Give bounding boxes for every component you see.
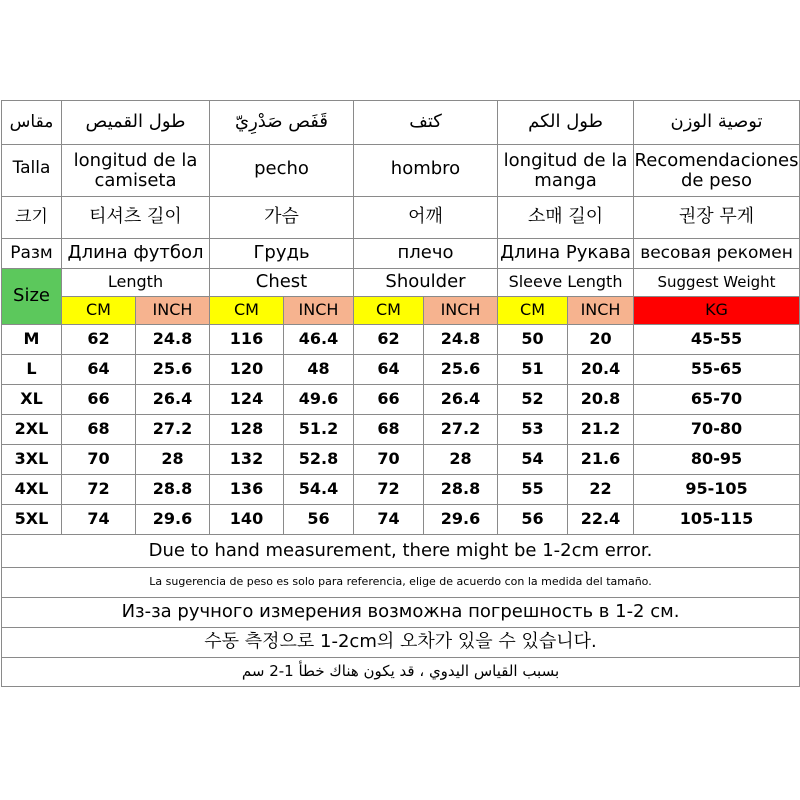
cell-weight: 105-115 [634, 505, 800, 535]
note-row-arabic [2, 658, 800, 687]
header-weight-en: Suggest Weight [634, 269, 800, 297]
unit-kg-weight: KG [634, 297, 800, 325]
cell-length-in: 29.6 [136, 505, 210, 535]
table-row [2, 445, 800, 475]
size-rows [2, 325, 800, 535]
cell-weight: 95-105 [634, 475, 800, 505]
cell-weight: 65-70 [634, 385, 800, 415]
note-english: Due to hand measurement, there might be 1-2cm error. [2, 535, 800, 568]
size-chart-table [1, 100, 800, 687]
table-row [2, 505, 800, 535]
cell-sleeve-in: 22 [568, 475, 634, 505]
cell-weight: 70-80 [634, 415, 800, 445]
note-russian: Из-за ручного измерения возможна погрешность в 1-2 см. [2, 598, 800, 628]
cell-chest-cm: 124 [210, 385, 284, 415]
cell-length-in: 25.6 [136, 355, 210, 385]
unit-inch-length: INCH [136, 297, 210, 325]
cell-shoulder-in: 28 [424, 445, 498, 475]
table-row [2, 385, 800, 415]
header-sleeve-ru: Длина Рукава [498, 239, 634, 269]
cell-length-in: 28.8 [136, 475, 210, 505]
header-row-spanish [2, 145, 800, 197]
unit-inch-chest: INCH [284, 297, 354, 325]
cell-size: L [2, 355, 62, 385]
cell-sleeve-in: 21.2 [568, 415, 634, 445]
note-row-korean [2, 628, 800, 658]
cell-sleeve-cm: 52 [498, 385, 568, 415]
cell-sleeve-in: 20 [568, 325, 634, 355]
cell-length-cm: 66 [62, 385, 136, 415]
unit-cm-sleeve: CM [498, 297, 568, 325]
header-length-ru: Длина футбол [62, 239, 210, 269]
header-length-ko: 티셔츠 길이 [62, 197, 210, 239]
cell-size: 4XL [2, 475, 62, 505]
cell-chest-in: 52.8 [284, 445, 354, 475]
header-sleeve-es [498, 145, 634, 197]
cell-size: XL [2, 385, 62, 415]
header-size-ru: Разм [2, 239, 62, 269]
header-shoulder-ko: 어깨 [354, 197, 498, 239]
header-size-es [2, 145, 62, 197]
header-shoulder-es-text: hombro [390, 157, 461, 179]
cell-chest-cm: 120 [210, 355, 284, 385]
header-size-es-text: Talla [12, 157, 51, 178]
cell-shoulder-cm: 74 [354, 505, 424, 535]
unit-cm-length: CM [62, 297, 136, 325]
cell-sleeve-cm: 51 [498, 355, 568, 385]
header-shoulder-ru: плечо [354, 239, 498, 269]
note-row-spanish [2, 568, 800, 598]
cell-shoulder-cm: 64 [354, 355, 424, 385]
cell-chest-in: 48 [284, 355, 354, 385]
unit-cm-chest: CM [210, 297, 284, 325]
cell-size: 5XL [2, 505, 62, 535]
cell-length-in: 26.4 [136, 385, 210, 415]
cell-chest-cm: 140 [210, 505, 284, 535]
cell-length-in: 24.8 [136, 325, 210, 355]
cell-chest-in: 46.4 [284, 325, 354, 355]
header-row-russian [2, 239, 800, 269]
cell-chest-cm: 128 [210, 415, 284, 445]
cell-sleeve-in: 20.4 [568, 355, 634, 385]
cell-length-cm: 64 [62, 355, 136, 385]
cell-chest-cm: 116 [210, 325, 284, 355]
header-length-en: Length [62, 269, 210, 297]
cell-length-cm: 74 [62, 505, 136, 535]
cell-sleeve-cm: 55 [498, 475, 568, 505]
header-sleeve-ko: 소매 길이 [498, 197, 634, 239]
cell-shoulder-in: 28.8 [424, 475, 498, 505]
cell-weight: 80-95 [634, 445, 800, 475]
header-chest-es [210, 145, 354, 197]
header-chest-ar: قَفَص صَدْرِيّ [210, 101, 354, 145]
cell-chest-in: 51.2 [284, 415, 354, 445]
cell-shoulder-cm: 70 [354, 445, 424, 475]
header-size-ar: مقاس [2, 101, 62, 145]
header-chest-ru: Грудь [210, 239, 354, 269]
cell-sleeve-cm: 54 [498, 445, 568, 475]
cell-chest-in: 54.4 [284, 475, 354, 505]
note-row-russian [2, 598, 800, 628]
cell-chest-cm: 136 [210, 475, 284, 505]
cell-length-in: 28 [136, 445, 210, 475]
header-sleeve-ar: طول الكم [498, 101, 634, 145]
unit-inch-shoulder: INCH [424, 297, 498, 325]
header-row-arabic [2, 101, 800, 145]
header-weight-ko: 권장 무게 [634, 197, 800, 239]
header-shoulder-ar: كتف [354, 101, 498, 145]
cell-weight: 45-55 [634, 325, 800, 355]
cell-sleeve-in: 21.6 [568, 445, 634, 475]
header-sleeve-en: Sleeve Length [498, 269, 634, 297]
cell-chest-in: 56 [284, 505, 354, 535]
header-row-korean [2, 197, 800, 239]
header-chest-ko: 가슴 [210, 197, 354, 239]
cell-size: 2XL [2, 415, 62, 445]
cell-length-cm: 68 [62, 415, 136, 445]
header-shoulder-es [354, 145, 498, 197]
cell-size: 3XL [2, 445, 62, 475]
cell-chest-in: 49.6 [284, 385, 354, 415]
cell-length-cm: 62 [62, 325, 136, 355]
cell-shoulder-cm: 72 [354, 475, 424, 505]
cell-shoulder-in: 27.2 [424, 415, 498, 445]
header-length-ar: طول القميص [62, 101, 210, 145]
note-spanish: La sugerencia de peso es solo para referencia, elige de acuerdo con la medida del tamaño. [2, 568, 800, 598]
cell-chest-cm: 132 [210, 445, 284, 475]
table-row [2, 415, 800, 445]
header-chest-es-text: pecho [254, 157, 309, 179]
header-weight-es [634, 145, 800, 197]
header-length-es-text: longitud de la camiseta [73, 149, 198, 192]
cell-sleeve-cm: 56 [498, 505, 568, 535]
cell-sleeve-cm: 53 [498, 415, 568, 445]
size-header-cell: Size [2, 269, 62, 325]
note-row-english [2, 535, 800, 568]
header-shoulder-en: Shoulder [354, 269, 498, 297]
cell-shoulder-cm: 68 [354, 415, 424, 445]
header-sleeve-es-text: longitud de la manga [503, 149, 628, 192]
cell-shoulder-in: 25.6 [424, 355, 498, 385]
header-chest-en: Chest [210, 269, 354, 297]
cell-shoulder-in: 26.4 [424, 385, 498, 415]
cell-length-cm: 72 [62, 475, 136, 505]
cell-sleeve-cm: 50 [498, 325, 568, 355]
cell-shoulder-cm: 62 [354, 325, 424, 355]
cell-length-in: 27.2 [136, 415, 210, 445]
header-row-english [2, 269, 800, 297]
unit-row [2, 297, 800, 325]
cell-shoulder-in: 24.8 [424, 325, 498, 355]
cell-length-cm: 70 [62, 445, 136, 475]
unit-inch-sleeve: INCH [568, 297, 634, 325]
header-weight-es-text: Recomendaciones de peso [634, 149, 799, 192]
header-length-es [62, 145, 210, 197]
cell-sleeve-in: 22.4 [568, 505, 634, 535]
header-size-ko: 크기 [2, 197, 62, 239]
table-row [2, 325, 800, 355]
unit-cm-shoulder: CM [354, 297, 424, 325]
table-row [2, 475, 800, 505]
header-weight-ar: توصية الوزن [634, 101, 800, 145]
cell-weight: 55-65 [634, 355, 800, 385]
cell-shoulder-in: 29.6 [424, 505, 498, 535]
table-row [2, 355, 800, 385]
cell-sleeve-in: 20.8 [568, 385, 634, 415]
note-korean: 수동 측정으로 1-2cm의 오차가 있을 수 있습니다. [2, 628, 800, 658]
header-weight-ru: весовая рекомен [634, 239, 800, 269]
cell-size: M [2, 325, 62, 355]
cell-shoulder-cm: 66 [354, 385, 424, 415]
note-arabic: بسبب القياس اليدوي ، قد يكون هناك خطأ 1-2 سم [2, 658, 800, 687]
